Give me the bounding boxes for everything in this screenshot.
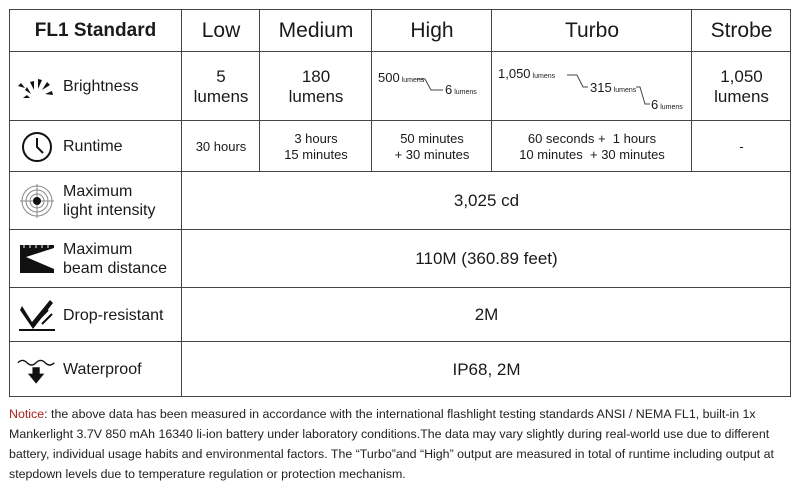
runtime-high-line-1: 50 minutes <box>400 130 464 146</box>
header-high: High <box>410 18 454 42</box>
brightness-turbo-stepdown <box>492 52 692 121</box>
drop-resistant-icon <box>17 297 57 333</box>
brightness-medium <box>260 52 372 121</box>
brightness-high-end: 6 lumens <box>445 82 477 97</box>
brightness-feature <box>9 52 182 121</box>
runtime-low <box>182 121 260 172</box>
runtime-strobe-line: - <box>739 138 744 154</box>
brightness-turbo-start: 1,050 lumens <box>498 66 556 81</box>
drop-feature <box>9 288 182 342</box>
beam-distance-icon <box>17 241 57 277</box>
target-icon <box>17 183 57 219</box>
runtime-medium-line-2: 15 minutes <box>284 146 348 162</box>
drop-value: 2M <box>474 305 499 324</box>
intensity-value: 3,025 cd <box>453 191 520 210</box>
brightness-turbo-mid: 315 lumens <box>590 80 637 95</box>
header-strobe: Strobe <box>710 18 773 42</box>
water-label: Waterproof <box>63 361 142 378</box>
drop-label: Drop-resistant <box>63 306 164 324</box>
runtime-low-line: 30 hours <box>195 138 247 154</box>
water-value: IP68, 2M <box>452 359 521 379</box>
runtime-label: Runtime <box>63 138 123 155</box>
brightness-medium-value: 180 <box>301 66 331 86</box>
clock-icon <box>17 129 57 165</box>
runtime-medium-line-1: 3 hours <box>294 130 338 146</box>
brightness-strobe-unit: lumens <box>714 86 769 106</box>
brightness-low <box>182 52 260 121</box>
runtime-turbo-line-2: 10 minutes + 30 minutes <box>519 146 665 162</box>
runtime-high-line-2: + 30 minutes <box>394 146 470 162</box>
brightness-label: Brightness <box>63 78 139 95</box>
distance-value: 110M (360.89 feet) <box>415 249 558 268</box>
runtime-high <box>372 121 492 172</box>
brightness-high-stepdown <box>372 52 492 121</box>
runtime-turbo-line-1: 60 seconds + 1 hours <box>527 130 657 146</box>
brightness-medium-unit: lumens <box>288 86 344 106</box>
header-turbo: Turbo <box>564 18 620 42</box>
brightness-strobe <box>692 52 791 121</box>
distance-label: Maximum beam distance <box>63 241 168 277</box>
runtime-turbo <box>492 121 692 172</box>
runtime-medium <box>260 121 372 172</box>
notice-title: Notice <box>9 407 45 421</box>
brightness-turbo-end: 6 lumens <box>651 97 683 112</box>
runtime-strobe <box>692 121 791 172</box>
brightness-low-value: 5 <box>216 66 226 86</box>
water-feature <box>9 342 182 397</box>
runtime-feature <box>9 121 182 172</box>
sun-rays-icon <box>17 69 57 105</box>
header-low: Low <box>201 18 241 42</box>
waterproof-icon <box>17 352 57 388</box>
spec-table <box>9 9 791 397</box>
brightness-strobe-value: 1,050 <box>720 66 763 86</box>
notice-text <box>9 404 794 484</box>
intensity-feature <box>9 172 182 230</box>
table-title: FL1 Standard <box>34 19 157 41</box>
brightness-high-start: 500 lumens <box>378 70 425 85</box>
brightness-low-unit: lumens <box>193 86 249 106</box>
header-medium: Medium <box>278 18 354 42</box>
distance-feature <box>9 230 182 288</box>
notice-body: : the above data has been measured in accordance with the international flashlight testing standards ANSI / NEMA FL1, built-in 1x Mankerlight 3.7V 850 mAh 16340 li-ion battery under laboratory conditions.The data may vary slightly during real-world use due to different battery, individual usage habits and environmental factors. The “Turbo”and “High” output are measured in total of runtime including output at stepdown levels due to temperature regulation or protection mechanism. <box>9 407 774 481</box>
intensity-label: Maximum light intensity <box>63 183 156 219</box>
